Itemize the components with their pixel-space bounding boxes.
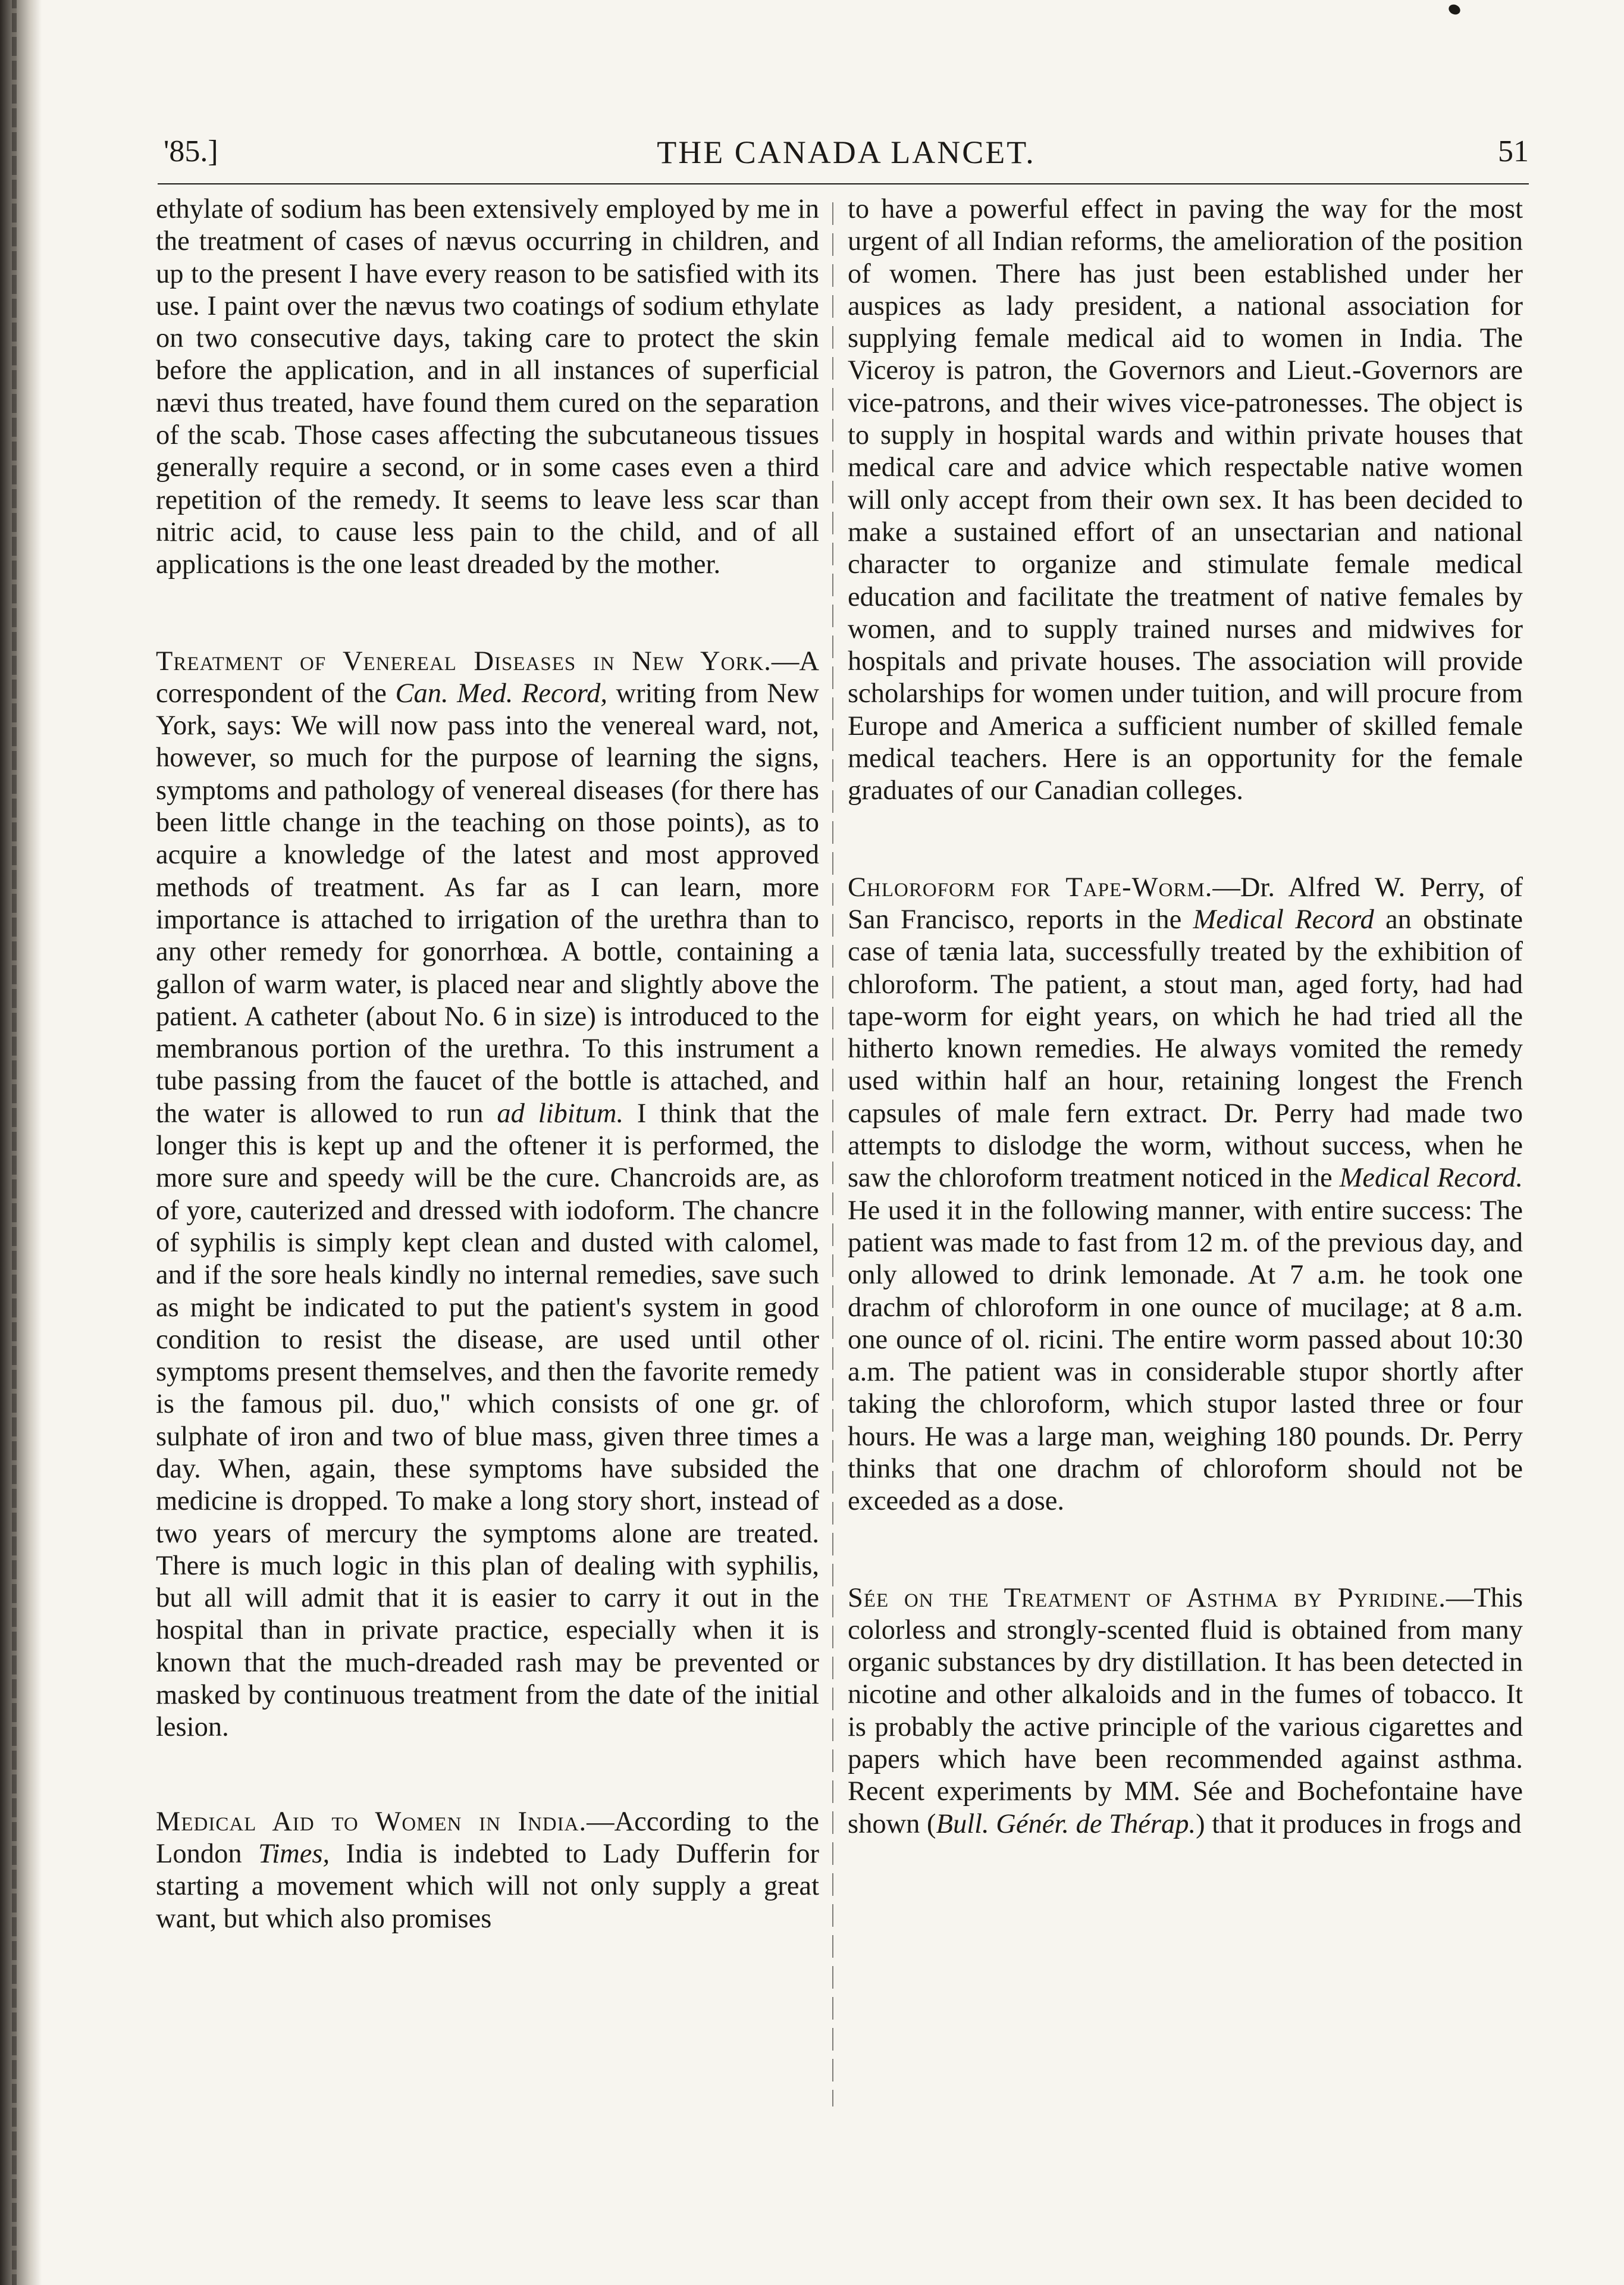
book-binding-edge [12,0,17,2285]
india-continuation: to have a powerful effect in paving the way for the most urgent of all Indian reforms, the amelioration of the position of women. There has just been established under her auspices as lady president, a national association for supplying female medical aid to women in India. The Viceroy is patron, the Governors and Lieut.-Governors are vice-patrons, and their wives vice-patronesses. The object is to supply in hospital wards and within private houses that medical care and advice which respectable native women will only accept from their own sex. It has been decided to make a sustained effort of an unsectarian and national character to organize and stimulate female medical education and facilitate the treatment of native females by women, and to supply trained nurses and midwives for hospitals and private houses. The association will provide scholarships for women under tuition, and will procure from Europe and America a sufficient number of skilled female medical teachers. Here is an opportunity for the female graduates of our Canadian colleges. [848,194,1523,806]
source-citation: Medical Record. [1339,1163,1523,1194]
column-divider [832,202,833,2106]
india-heading: Medical Aid to Women in India. [156,1806,587,1837]
asthma-article: Sée on the Treatment of Asthma by Pyridine.—This colorless and strongly-scented fluid is obtained from many organic substances by dry distillation. It has been detected in nicotine and other alkaloids and in the fumes of tobacco. It is probably the active principle of the various cigarettes and papers which have been recommended against asthma. Recent experiments by MM. Sée and Bochefontaine have shown (Bull. Génér. de Thérap.) that it produces in frogs and [848,1582,1523,1839]
chloroform-heading: Chloroform for Tape-Worm. [848,872,1213,903]
ink-speck [1447,3,1462,17]
journal-title: THE CANADA LANCET. [657,134,1036,170]
source-citation: Times, [258,1838,330,1869]
volume-mark: '85.] [164,134,218,168]
right-column [848,193,1523,2142]
header-rule [158,183,1529,184]
source-citation: Medical Record [1193,904,1374,935]
source-citation: Can. Med. Record, [395,678,607,709]
source-citation: Bull. Génér. de Thérap. [936,1808,1196,1839]
left-column [156,193,819,2142]
book-spine-shadow [0,0,42,2285]
naevus-continuation: ethylate of sodium has been extensively employed by me in the treatment of cases of nævus occurring in children, and up to the present I have every reason to be satisfied with its use. I paint over the nævus two coatings of sodium ethylate on two consecutive days, taking care to protect the skin before the application, and in all instances of superficial nævi thus treated, have found them cured on the separation of the scab. Those cases affecting the subcutaneous tissues generally require a second, or in some cases even a third repetition of the remedy. It seems to leave less scar than nitric acid, to cause less pain to the child, and of all applications is the one least dreaded by the mother. [156,194,819,580]
venereal-article: Treatment of Venereal Diseases in New York.—A correspondent of the Can. Med. Record, writing from New York, says: We will now pass into the venereal ward, not, however, so much for the purpose of learning the signs, symptoms and pathology of venereal diseases (for there has been little change in the teaching on those points), as to acquire a knowledge of the latest and most approved methods of treatment. As far as I can learn, more importance is attached to irrigation of the urethra than to any other remedy for gonorrhœa. A bottle, containing a gallon of warm water, is placed near and slightly above the patient. A catheter (about No. 6 in size) is introduced to the membranous portion of the urethra. To this instrument a tube passing from the faucet of the bottle is attached, and the water is allowed to run ad libitum. I think that the longer this is kept up and the oftener it is performed, the more sure and speedy will be the cure. Chancroids are, as of yore, cauterized and dressed with iodoform. The chancre of syphilis is simply kept clean and dusted with calomel, and if the sore heals kindly no internal remedies, save such as might be indicated to put the patient's system in good condition to resist the disease, are used until other symptoms present themselves, and then the favorite remedy is the famous pil. duo," which consists of one gr. of sulphate of iron and two of blue mass, given three times a day. When, again, these symptoms have subsided the medicine is dropped. To make a long story short, instead of two years of mercury the symptoms alone are treated. There is much logic in this plan of dealing with syphilis, but all will admit that it is easier to carry it out in the hospital than in private practice, especially when it is known that the much-dreaded rash may be prevented or masked by continuous treatment from the date of the initial lesion. [156,646,819,1743]
venereal-heading: Treatment of Venereal Diseases in New York. [156,646,772,677]
latin-phrase: ad libitum. [497,1098,624,1129]
india-article: Medical Aid to Women in India.—According to the London Times, India is indebted to Lady Dufferin for starting a movement which will not only supply a great want, but which also promises [156,1806,819,1934]
running-header [164,134,1529,181]
asthma-heading: Sée on the Treatment of Asthma by Pyridine. [848,1582,1446,1613]
chloroform-article: Chloroform for Tape-Worm.—Dr. Alfred W. Perry, of San Francisco, reports in the Medical Record an obstinate case of tænia lata, successfully treated by the exhibition of chloroform. The patient, a stout man, aged forty, had had tape-worm for eight years, on which he had tried all the hitherto known remedies. He always vomited the remedy used within half an hour, retaining longest the French capsules of male fern extract. Dr. Perry had made two attempts to dislodge the worm, without success, when he saw the chloroform treatment noticed in the Medical Record. He used it in the following manner, with entire success: The patient was made to fast from 12 m. of the previous day, and only allowed to drink lemonade. At 7 a.m. he took one drachm of chloroform in one ounce of mucilage; at 8 a.m. one ounce of ol. ricini. The entire worm passed about 10:30 a.m. The patient was in considerable stupor shortly after taking the chloroform, which stupor lasted three or four hours. He was a large man, weighing 180 pounds. Dr. Perry thinks that one drachm of chloroform should not be exceeded as a dose. [848,872,1523,1517]
page-number: 51 [1498,134,1529,168]
